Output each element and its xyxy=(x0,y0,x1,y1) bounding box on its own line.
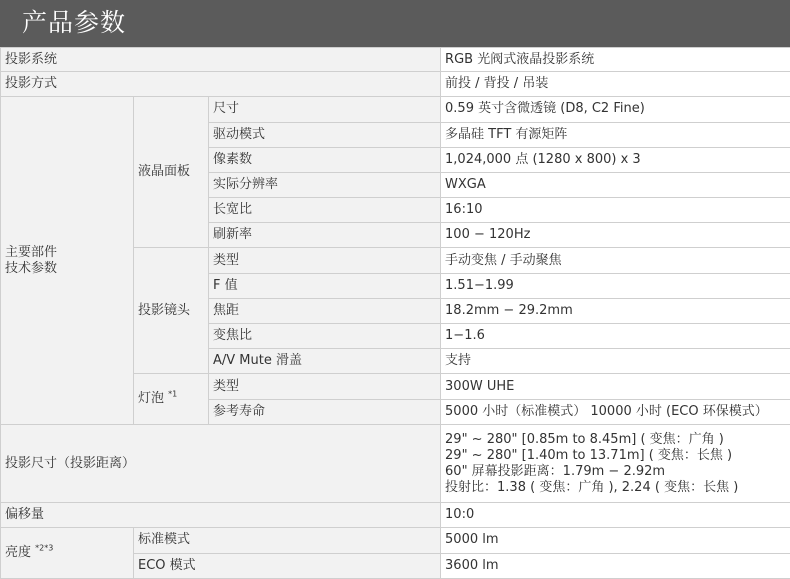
spec-value: 多晶硅 TFT 有源矩阵 xyxy=(441,122,790,147)
row-label: 偏移量 xyxy=(1,503,441,527)
brightness-footnote-mark: *2*3 xyxy=(35,543,54,553)
table-row xyxy=(1,424,790,503)
spec-label: 驱动模式 xyxy=(209,122,441,147)
row-label: 投影系统 xyxy=(1,48,441,72)
main-parts-label-line1: 主要部件 xyxy=(5,244,58,260)
lamp-footnote-mark: *1 xyxy=(168,389,178,399)
projection-size-line: 投射比：1.38 ( 变焦：广角 ), 2.24 ( 变焦：长焦 ) xyxy=(445,479,739,495)
spec-label: 焦距 xyxy=(209,298,441,323)
spec-label: 长宽比 xyxy=(209,198,441,223)
spec-label: A/V Mute 滑盖 xyxy=(209,349,441,374)
spec-value: 18.2mm − 29.2mm xyxy=(441,298,790,323)
spec-label: 标准模式 xyxy=(134,527,441,553)
table-row xyxy=(1,503,790,527)
spec-value: WXGA xyxy=(441,172,790,197)
projection-size-line: 29" ~ 280" [1.40m to 13.71m] ( 变焦：长焦 ) xyxy=(445,447,733,463)
row-value: 前投 / 背投 / 吊装 xyxy=(441,72,790,97)
spec-label: 像素数 xyxy=(209,147,441,172)
spec-value: 5000 小时（标准模式） 10000 小时 (ECO 环保模式） xyxy=(441,399,790,424)
spec-value: 3600 lm xyxy=(441,553,790,578)
spec-table xyxy=(0,47,790,579)
spec-label: ECO 模式 xyxy=(134,553,441,578)
row-label: 投影尺寸（投影距离） xyxy=(1,424,441,503)
brightness-label xyxy=(1,527,134,578)
spec-label: 实际分辨率 xyxy=(209,172,441,197)
title-bar xyxy=(0,0,790,47)
row-value: RGB 光阀式液晶投影系统 xyxy=(441,48,790,72)
spec-label: 尺寸 xyxy=(209,97,441,122)
spec-value: 100 − 120Hz xyxy=(441,223,790,248)
projection-size-values xyxy=(441,424,790,503)
row-value: 10:0 xyxy=(441,503,790,527)
spec-label: 变焦比 xyxy=(209,324,441,349)
lamp-label xyxy=(134,374,209,424)
brightness-label-text: 亮度 xyxy=(5,544,32,560)
spec-value: 1−1.6 xyxy=(441,324,790,349)
spec-value: 支持 xyxy=(441,349,790,374)
projection-size-line: 60" 屏幕投影距离：1.79m − 2.92m xyxy=(445,463,666,479)
row-label: 投影方式 xyxy=(1,72,441,97)
spec-label: F 值 xyxy=(209,273,441,298)
table-row xyxy=(1,48,790,72)
table-row xyxy=(1,527,790,553)
spec-label: 类型 xyxy=(209,248,441,273)
main-parts-label-line2: 技术参数 xyxy=(5,260,58,276)
spec-value: 0.59 英寸含微透镜 (D8, C2 Fine) xyxy=(441,97,790,122)
lcd-panel-label: 液晶面板 xyxy=(134,97,209,248)
lens-label: 投影镜头 xyxy=(134,248,209,374)
lamp-label-text: 灯泡 xyxy=(138,391,165,407)
spec-label: 参考寿命 xyxy=(209,399,441,424)
table-row xyxy=(1,72,790,97)
spec-value: 手动变焦 / 手动聚焦 xyxy=(441,248,790,273)
spec-value: 16:10 xyxy=(441,198,790,223)
spec-value: 1.51−1.99 xyxy=(441,273,790,298)
main-parts-label xyxy=(1,97,134,424)
spec-value: 300W UHE xyxy=(441,374,790,399)
page-title: 产品参数 xyxy=(22,8,127,37)
spec-value: 1,024,000 点 (1280 x 800) x 3 xyxy=(441,147,790,172)
projection-size-line: 29" ~ 280" [0.85m to 8.45m] ( 变焦：广角 ) xyxy=(445,431,724,447)
spec-label: 刷新率 xyxy=(209,223,441,248)
spec-label: 类型 xyxy=(209,374,441,399)
spec-value: 5000 lm xyxy=(441,527,790,553)
table-row xyxy=(1,97,790,122)
